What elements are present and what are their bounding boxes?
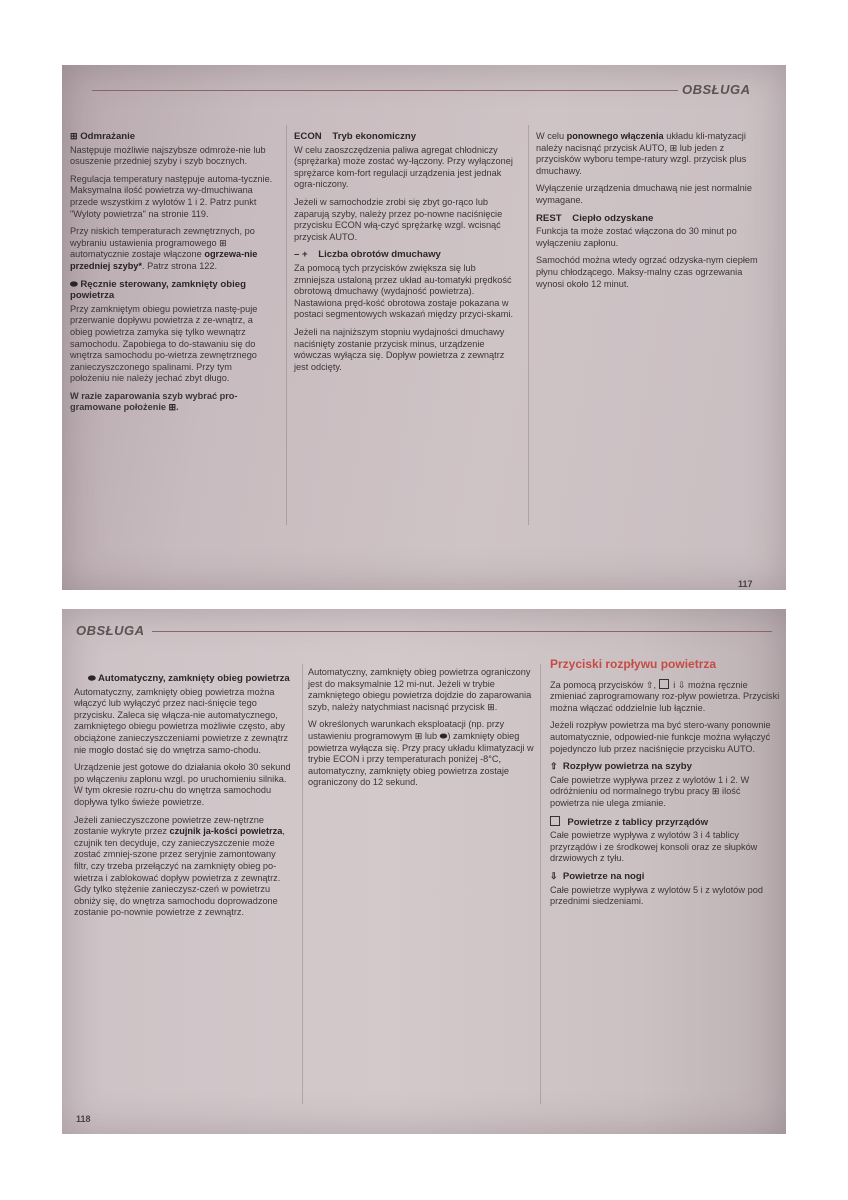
paragraph: Wyłączenie urządzenia dmuchawą nie jest normalnie wymagane. [536,183,752,205]
recirculation-icon: ⬬ [88,673,96,683]
panel-icon [550,816,560,826]
paragraph: Automatyczny, zamknięty obieg powietrza ograniczony jest do maksymalnie 12 mi-nut. Jeżeli w trybie zamkniętego obiegu powietrza dojdzie do zaparowania szyb, należy natychmiast nacisnąć przycisk ⊞. [308,667,532,712]
recirculation-icon: ⬬ [70,278,78,289]
column-1 [74,673,292,925]
paragraph: Jeżeli na najniższym stopniu wydajności dmuchawy naciśnięty zostanie przycisk minus, urządzenie wówczas wyłącza się. Dopływ powietrza z zewnątrz jest odcięty. [294,326,505,372]
paragraph: W celu zaoszczędzenia paliwa agregat chłodniczy (sprężarka) może zostać wy-łączony. Przy wyłączonej sprężarce kom-fort regulacji urządzenia jest jednak ogra-niczony. [294,144,513,190]
paragraph: Funkcja ta może zostać włączona do 30 minut po wyłączeniu zapłonu. [536,226,737,248]
paragraph: Regulacja temperatury następuje automa-tycznie. Maksymalna ilość powietrza wy-dmuchiwana przede wszystkim z wylotów 1 i 2. Patrz punkt "Wyloty powietrza" na stronie 119. [70,173,273,219]
paragraph: Za pomocą tych przycisków zwiększa się lub zmniejsza ustaloną przez układ au-tomatyki prędkość obrotową dmuchawy (wydajność powietrza). Nastawiona pręd-kość obrotowa zostaje pokazana w postaci segmentowych wskazań między przyci-skami. [294,262,514,320]
section-title-auto-recirc: ⬬ Automatyczny, zamknięty obieg powietrza [88,673,290,684]
windshield-arrow-icon: ⇧ [550,761,558,772]
column-divider [540,664,541,1104]
column-3 [550,659,780,914]
subsection-title-panel: Powietrze z tablicy przyrządów [550,816,780,829]
defrost-icon: ⊞ [168,402,177,413]
defrost-icon: ⊞ [711,786,720,797]
feet-arrow-icon: ⇩ [550,870,558,881]
page-117 [62,65,786,590]
section-title-rest: REST Ciepło odzyskane [536,212,654,224]
header-rule [152,631,772,632]
paragraph: Następuje możliwie najszybsze odmroże-nie lub osuszenie przedniej szyby i szyb bocznych. [70,144,266,167]
paragraph: Jeżeli rozpływ powietrza ma być stero-wany ponownie automatycznie, odpowied-nie funkcje można wyłączyć pojedynczo lub przez naciśnięcie przycisku AUTO. [550,720,771,754]
panel-icon [659,679,669,689]
column-2 [294,131,519,379]
section-title-econ: ECON Tryb ekonomiczny [294,131,417,142]
column-2 [308,667,534,795]
section-title-manual-recirc: ⬬ Ręcznie sterowany, zamknięty obieg powietrza [70,278,246,302]
subsection-title-windshield: ⇧ Rozpływ powietrza na szyby [550,761,692,773]
page-number: 117 [738,579,753,589]
paragraph: Samochód można wtedy ogrzać odzyska-nym ciepłem płynu chłodzącego. Maksy-malny czas ogrzewania wynosi około 12 minut. [536,255,758,289]
column-3 [536,131,760,296]
paragraph: W celu ponownego włączenia układu kli-matyzacji należy nacisnąć przycisk AUTO, ⊞ lub jeden z przycisków wyboru tempe-ratury wzgl. przycisk plus dmuchawy. [536,131,747,176]
windshield-arrow-icon: ⇧ [646,679,654,690]
paragraph: Całe powietrze wypływa z wylotów 3 i 4 tablicy przyrządów i ze środkowej konsoli oraz ze słupków drzwiowych z tyłu. [550,830,758,864]
paragraph: W razie zaparowania szyb wybrać pro-gramowane położenie ⊞. [70,390,238,413]
paragraph: Całe powietrze wypływa przez z wylotów 1 i 2. W odróżnieniu od normalnego trybu pracy ⊞ ilość powietrza nie ulega zmianie. [550,774,750,808]
column-divider [286,125,287,525]
column-1 [70,131,273,420]
recirculation-icon: ⬬ [439,730,448,741]
column-divider [528,125,529,525]
paragraph: Całe powietrze wypływa z wylotów 5 i z wylotów pod przednimi siedzeniami. [550,884,763,907]
section-title-air-distribution: Przyciski rozpływu powietrza [550,657,717,671]
page-118 [62,609,786,1134]
paragraph: Za pomocą przycisków ⇧, i ⇩ można ręcznie zmieniać zaprogramowany roz-pływ powietrza. Przyciski można włączać oddzielnie lub łącznie. [550,679,780,713]
column-divider [302,664,303,1104]
subsection-title-feet: ⇩ Powietrze na nogi [550,870,645,882]
paragraph: Urządzenie jest gotowe do działania około 30 sekund po włączeniu zapłonu wzgl. po uruchomieniu silnika. W tym okresie rozru-chu do wnętrza samochodu dopływa tylko świeże powietrze. [74,762,291,807]
defrost-icon: ⊞ [70,131,78,141]
page-header: OBSŁUGA [682,82,751,97]
defrost-icon: ⊞ [219,237,227,248]
paragraph: Automatyczny, zamknięty obieg powietrza można włączyć lub wyłączyć przez naci-śnięcie tego przycisku. Zaleca się włącza-nie automatycznego, zamkniętego obiegu powietrza możliwie często, aby obciążone zanieczyszczeniami powietrze z zewnątrz nie mogło dostać się do wnętrza samo-chodu. [74,686,288,755]
section-title-fan: – + Liczba obrotów dmuchawy [294,249,441,261]
paragraph: W określonych warunkach eksploatacji (np. przy ustawieniu programowym ⊞ lub ⬬) zamknięty obieg powietrza wyłącza się. Przy pracy układu klimatyzacji w trybie ECON i przy temperaturach poniżej -8°C, automatyczny, zamknięty obieg powietrza zostaje ograniczony do 12 sekund. [308,719,534,788]
defrost-icon: ⊞ [414,730,423,741]
feet-arrow-icon: ⇩ [677,679,686,690]
defrost-icon: ⊞ [487,701,495,712]
header-rule [92,90,678,91]
paragraph: Jeżeli w samochodzie zrobi się zbyt go-rąco lub zaparują szyby, należy przez po-nowne naciśnięcie przycisku ECON włą-czyć sprężarkę wzgl. wcisnąć przycisk AUTO. [294,196,503,242]
page-header: OBSŁUGA [76,623,145,638]
paragraph: Przy niskich temperaturach zewnętrznych, po wybraniu ustawienia programowego ⊞ automatycznie zostaje włączone ogrzewa-nie przedniej szyby*. Patrz strona 122. [70,226,258,271]
defrost-icon: ⊞ [669,142,678,153]
page-number: 118 [76,1114,91,1124]
section-title-defrost: ⊞ Odmrażanie [70,131,136,142]
paragraph: Przy zamkniętym obiegu powietrza nastę-puje przerwanie dopływu powietrza z ze-wnątrz, a obieg powietrza zamyka się tylko wewnątrz samochodu. Zapobiega to do-stawaniu się do wnętrza samochodu po-wietrza zewnętrznego zanieczyszczonego spalinami. Przy tym położeniu nie należy jechać zbyt długo. [70,303,258,384]
paragraph: Jeżeli zanieczyszczone powietrze zew-nętrzne zostanie wykryte przez czujnik ja-kości powietrza, czujnik ten decyduje, czy zanieczyszczenie może zostać zmniej-szone przez seryjnie zamontowany filtr, czy trzeba przełączyć na zamknięty obieg po-wietrza i zablokować dopływ powietrza z zewnątrz. Gdy tylko stężenie zanieczysz-czeń w powietrzu obniży się, do wnętrza samochodu doprowadzone zostanie po-nownie powietrze z zewnątrz. [74,814,285,918]
